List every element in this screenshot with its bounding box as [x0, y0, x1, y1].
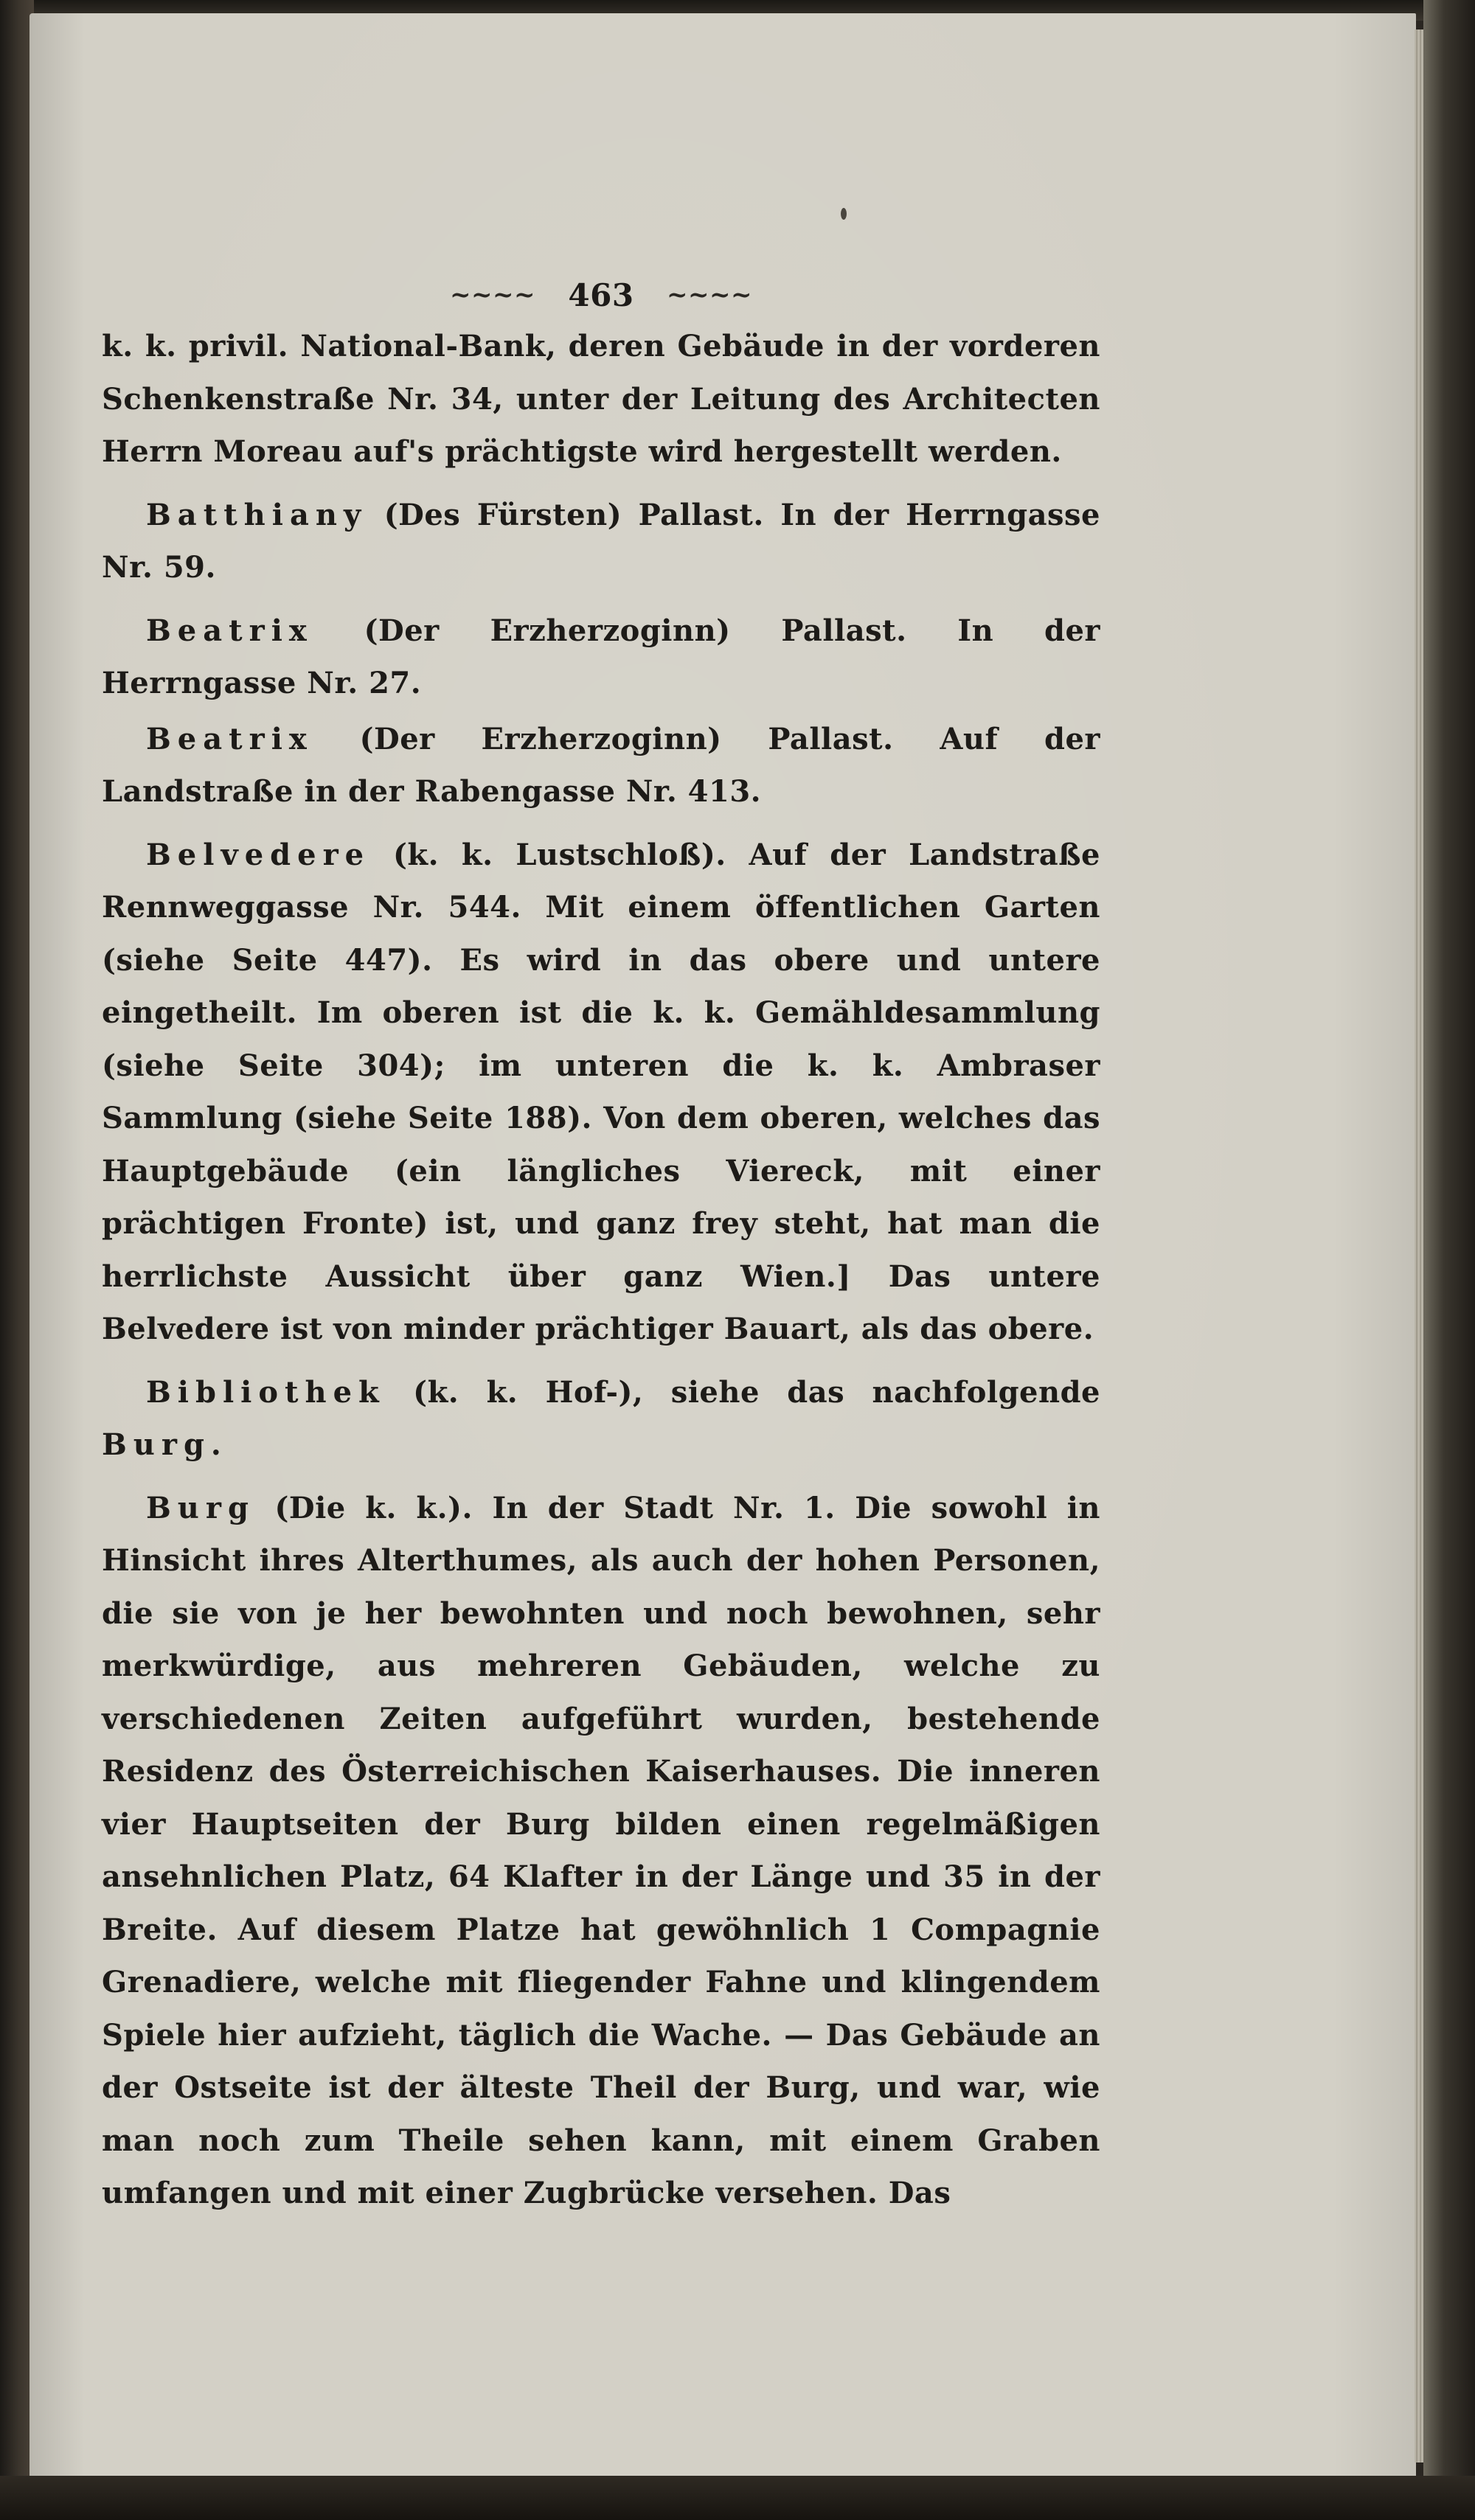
paragraph-text: k. k. privil. National-Bank, deren Gebäude in der vorderen Schenkenstraße Nr. 34, unter der Leitung des Architecten Herrn Moreau auf's prächtigste wird hergestellt werden. — [102, 329, 1100, 469]
page-number: 463 — [568, 277, 634, 314]
ornament-left: ~~~~ — [450, 280, 535, 310]
entry-bibliothek — [102, 1366, 1100, 1472]
page-text-block — [102, 267, 1100, 2223]
entry-burg — [102, 1482, 1100, 2220]
entry-head: Beatrix — [146, 613, 313, 648]
entry-head: Batthiany — [146, 497, 368, 532]
entry-head: Beatrix — [146, 721, 313, 756]
bottom-shadow-edge — [0, 2476, 1475, 2520]
entry-text: (Die k. k.). In der Stadt Nr. 1. Die sowohl in Hinsicht ihres Alterthumes, als auch der hohen Personen, die sie von je her bewohnten und noch bewohnen, sehr merkwürdige, aus mehreren Gebäuden, welche zu verschiedenen Zeiten aufgeführt wurden, bestehende Residenz des Österreichischen Kaiserhauses. Die inneren vier Hauptseiten der Burg bilden einen regelmäßigen ansehnlichen Platz, 64 Klafter in der Länge und 35 in der Breite. Auf diesem Platze hat gewöhnlich 1 Compagnie Grenadiere, welche mit fliegender Fahne und klingendem Spiele hier aufzieht, täglich die Wache. — Das Gebäude an der Ostseite ist der älteste Theil der Burg, und war, wie man noch zum Theile sehen kann, mit einem Graben umfangen und mit einer Zugbrücke versehen. Das — [102, 1490, 1100, 2210]
entry-text: (Des Fürsten) Pallast. In der Herrngasse Nr. 59. — [102, 497, 1100, 585]
entry-belvedere — [102, 829, 1100, 1356]
running-header — [102, 267, 1100, 320]
entry-beatrix-herrngasse — [102, 605, 1100, 710]
entry-beatrix-landstrasse — [102, 713, 1100, 818]
entry-head: Belvedere — [146, 837, 371, 872]
entry-head: Bibliothek — [146, 1374, 386, 1410]
entry-text: (Der Erzherzoginn) Pallast. In der Herrngasse Nr. 27. — [102, 613, 1100, 700]
entry-crossref: Burg. — [102, 1427, 228, 1462]
book-cover-edge — [1423, 0, 1475, 2520]
entry-text: (Der Erzherzoginn) Pallast. Auf der Landstraße in der Rabengasse Nr. 413. — [102, 721, 1100, 809]
paper-speck — [841, 208, 847, 220]
entry-batthiany — [102, 489, 1100, 594]
ornament-right: ~~~~ — [667, 280, 752, 310]
entry-text: (k. k. Hof-), siehe das nachfolgende — [385, 1374, 1100, 1410]
entry-text: (k. k. Lustschloß). Auf der Landstraße Rennweggasse Nr. 544. Mit einem öffentlichen Garten (siehe Seite 447). Es wird in das obere und untere eingetheilt. Im oberen ist die k. k. Gemähldesammlung (siehe Seite 304); im unteren die k. k. Ambraser Sammlung (siehe Seite 188). Von dem oberen, welches das Hauptgebäude (ein längliches Viereck, mit einer prächtigen Fronte) ist, und ganz frey steht, hat man die herrlichste Aussicht über ganz Wien.] Das untere Belvedere ist von minder prächtiger Bauart, als das obere. — [102, 837, 1100, 1346]
continued-paragraph — [102, 320, 1100, 478]
entry-head: Burg — [146, 1490, 255, 1525]
